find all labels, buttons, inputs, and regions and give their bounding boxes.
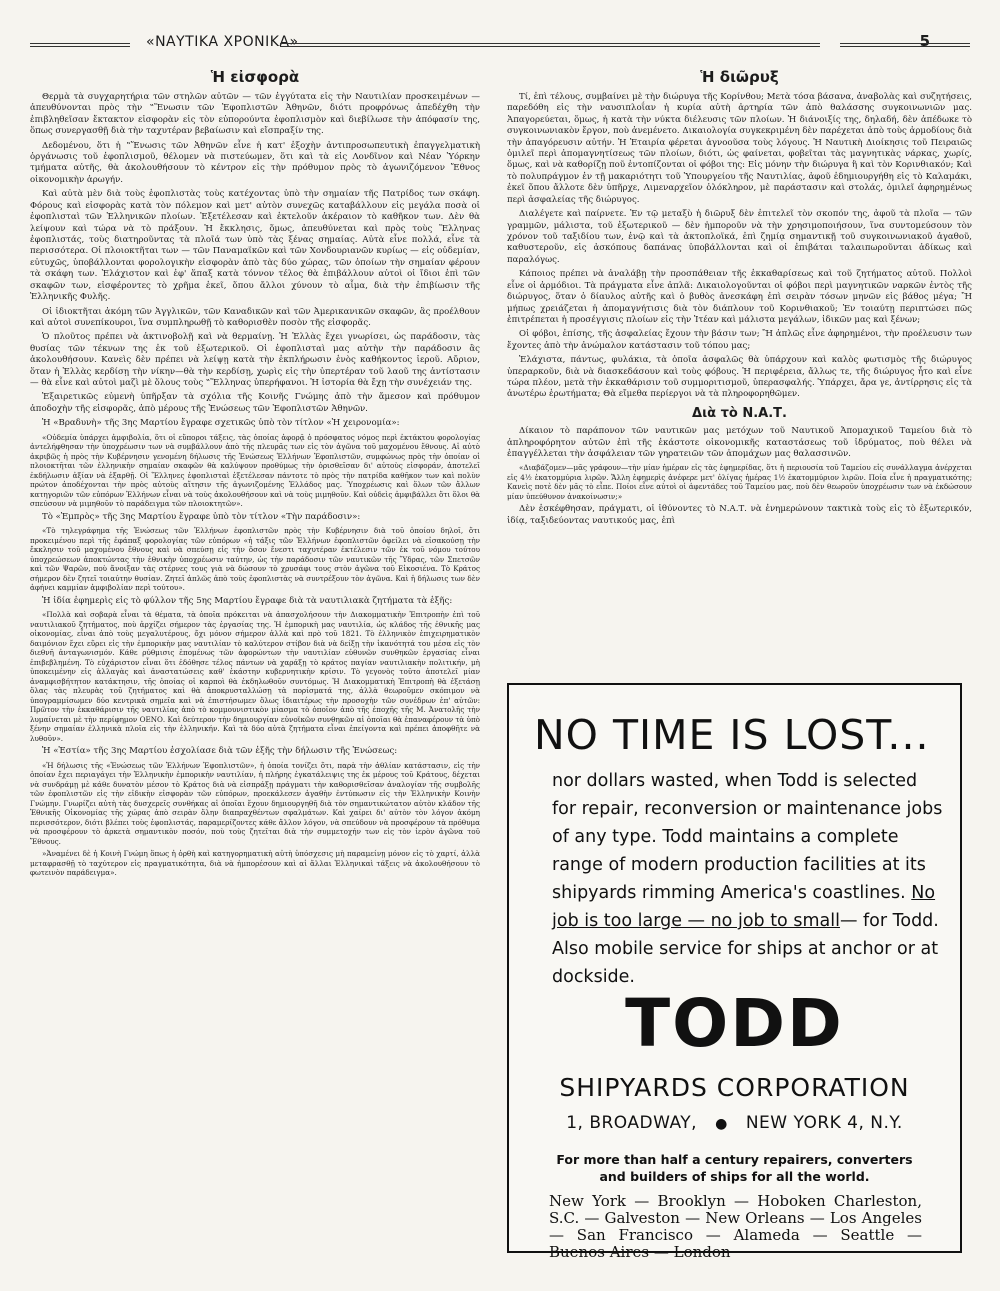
masthead-rule-left xyxy=(30,43,130,47)
masthead xyxy=(30,30,970,60)
article-paragraph: Θερμὰ τὰ συγχαρητήρια τῶν στηλῶν αὐτῶν — τῶν ἐγγύτατα εἰς τὴν Ναυτιλίαν προσκειμένων — ἀπευθύνονται πρὸς τὴν ‟Ἕνωσιν τῶν Ἐφοπλιστῶν Ἀθηνῶν, διότι προφρόνως ἀπεδέχθη τὴν ἐπιβληθεῖσαν ἔκτακτον εἰσφορὰν εἰς τὸν εὐπορούντα ἐφοπλισμὸν καὶ διεβίλωσε τὴν ἀπόφασίν της, ὅπως συνεργασθῇ διὰ τὴν ταχυτέραν βεβαίωσιν καὶ εἴσπραξίν της. xyxy=(30,91,480,137)
masthead-rule-middle xyxy=(280,43,820,47)
quote-estia-continued: »Ἀναμένει δὲ ἡ Κοινὴ Γνώμη ὅπως ἡ ὀρθὴ καὶ κατηγορηματικὴ αὐτὴ ὑπόσχεσις μὴ παραμείνῃ μόνον εἰς τὸ χαρτί, ἀλλὰ μεταφρασθῇ τὸ ταχύτερον εἰς πραγματικότητα, διὰ νὰ ἠμπορέσουν καὶ αἱ ἄλλαι Ἑλληνικαὶ τάξεις νὰ ἀκολουθήσουν τὸ φωτεινὸν παράδειγμα». xyxy=(30,849,480,878)
article-paragraph: Ἡ ἰδία ἐφημερὶς εἰς τὸ φύλλον τῆς 5ης Μαρτίου ἔγραφε διὰ τὰ ναυτιλιακὰ ζητήματα τὰ ἑξῆς: xyxy=(42,595,453,606)
bullet-icon: ● xyxy=(715,1116,728,1132)
masthead-rule-right xyxy=(840,43,970,47)
ad-body-text-end: — for Todd. Also mobile service for ships at anchor or at dockside. xyxy=(552,911,939,987)
article-heading-canal: Ἡ διῶρυξ xyxy=(700,68,779,86)
article-paragraph: Δεδομένου, ὅτι ἡ ‟Ἕνωσις τῶν Ἀθηνῶν εἶνε ἡ κατ' ἐξοχὴν ἀντιπροσωπευτικὴ ἐπαγγελματικὴ ὀργάνωσις τοῦ ἐφοπλισμοῦ, θέλομεν νὰ πιστεύωμεν, ὅτι καὶ τὰ εἰς Λονδῖνον καὶ Νέαν Ὑόρκην τμήματα αὐτῆς, θὰ ἀκολουθήσουν τὸ κέντρον εἰς τὴν πρόθυμον πρὸς τὸ ἀγωνιζόμενον Ἔθνος οἰκονομικὴν ἀρωγήν. xyxy=(30,140,480,185)
article-paragraph: Τί, ἐπὶ τέλους, συμβαίνει μὲ τὴν διώρυγα τῆς Κορίνθου; Μετὰ τόσα βάσανα, ἀναβολὰς καὶ συζητήσεις, παρεδόθη εἰς τὴν ναυσιπλοΐαν ἡ κυρία αὐτὴ ἀρτηρία τῶν ἀπὸ θαλάσσης συγκοινωνιῶν μας. Ἀπαγορεύεται, ὅμως, ἡ κατὰ τὴν νύκτα διέλευσις τῶν πλοίων. Ἡ διάνοιξίς της, δηλαδή, δὲν ἀπέδωκε τὸ συγκοινωνιακὸν ἔργον, ποὺ ἀνεμένετο. Δικαιολογία συγκεκριμένη δὲν παρέχεται ἀπὸ τοὺς ἁρμοδίους διὰ τὴν ἀπαγόρευσιν αὐτήν. Ἡ Ἑταιρία φέρεται ἀγνοοῦσα τοὺς λόγους. Ἡ Ναυτικὴ Διοίκησις τοῦ Πειραιῶς ὁμιλεῖ περὶ ἀπομαγνητίσεως τῶν πλοίων, διότι, ὡς φαίνεται, φοβεῖται τὰς μαγνητικὰς νάρκας, χωρίς, ὅμως, καὶ νὰ καθορίζῃ ποῦ ἐντοπίζονται οἱ φόβοι της: Εἰς μόνην τὴν διώρυγα ἢ καὶ τὸν Κορινθιακόν; Καὶ τὸ πολυπράγμον ἐν τῇ μακαριότητι τοῦ Ὑπουργείου τῆς Ναυτιλίας, ἀφοῦ ἐδημιουργήθη εἰς τὸ Καλαμάκι, ἐκεῖ ὅπου ἄλλοτε δὲν ὑπῆρχε, Λιμεναρχεῖον ὁλόκληρον, μὲ παράστασιν καὶ στολάς, ὁμιλεῖ ἀφηρημένως περὶ ἀσφαλείας τῆς διώρυγος. xyxy=(507,91,972,205)
article-paragraph: Ἐλάχιστα, πάντως, φυλάκια, τὰ ὁποῖα ἀσφαλῶς θὰ ὑπάρχουν καὶ καλὸς φωτισμὸς τῆς διώρυγος ὑπεραρκοῦν, διὰ νὰ διασκεδάσουν καὶ τοὺς φόβους. Ἡ περιφέρεια, ἄλλως τε, τῆς διώρυγος ἦτο καὶ εἶνε τώρα πλέον, μετὰ τὴν ἐκκαθάρισιν τοῦ συμμοριτισμοῦ, ὑπερασφαλής. Ὑπάρχει, ἄρα γε, ἀντίρρησις εἰς τὰ ἀνωτέρω ἐρωτήματα; Θὰ εἴμεθα περίεργοι νὰ τὰ πληροφορηθῶμεν. xyxy=(507,355,972,400)
ad-body-text: nor dollars wasted, when Todd is selected for repair, reconversion or maintenance jobs of any type. Todd maintains a complete range of modern production facilities at its shipyards rimming America's coastlines. xyxy=(552,771,943,903)
article-paragraph: Ὁ πλοῦτος πρέπει νὰ ἀκτινοβολῇ καὶ νὰ θερμαίνῃ. Ἡ Ἑλλὰς ἔχει γνωρίσει, ὡς παράδοσιν, τὰς θυσίας τῶν τέκνων της ἐκ τοῦ ἐξωτερικοῦ. Οἱ ἐφοπλισταὶ μας αὐτὴν τὴν παράδοσιν ἂς ἀκολουθήσουν. Κανεὶς δὲν πρέπει νὰ λείψῃ κατὰ τὴν ἐκπλήρωσιν ἑνὸς καθήκοντος ἱεροῦ. Αὔριον, ὅταν ἡ Ἑλλὰς κερδίσῃ τὴν νίκην—θὰ τὴν κερδίσῃ, χωρὶς εἰς τὴν ὑπερτέραν τοῦ λαοῦ της ἀντίστασιν — θὰ εἶνε καὶ αὐτοὶ μαζὶ μὲ ὅλους τοὺς ‟Ἕλληνας ὑπερήφανοι. Ἡ ἱστορία θὰ ἔχῃ τὴν συνέχειάν της. xyxy=(30,332,480,389)
ad-city-list: New York — Brooklyn — Hoboken Charleston, S.C. — Galveston — New Orleans — Los Angeles — San Francisco — Alameda — Seattle — Buenos Aires — London xyxy=(549,1192,922,1261)
quote-vradyni: «Οὐδεμία ὑπάρχει ἀμφιβολία, ὅτι οἱ εὔποροι τάξεις, τὰς ὁποίας ἀφορᾷ ὁ πρόσφατος νόμος περὶ ἐκτάκτου φορολογίας ἀντελήφθησαν τὴν ὑποχρέωσιν των νὰ συμβάλλουν ἀπὸ τῆς πλευρᾶς των εἰς τὸν ἀγῶνα τοῦ μαχομένου ἔθνους. Αἱ αὐτὸ ἀκριβῶς ἡ πρὸς τὴν Κυβέρνησιν γενομένη δήλωσις τῆς Ἑνώσεως Ἑλλήνων Ἐφοπλιστῶν, συμφώνως πρὸς τὴν ὁποίαν οἱ πλοιοκτῆται τῶν ἑλληνικὴν σημαίαν σκαφῶν θὰ καλύψουν προθύμως τὴν ὁρισθεῖσαν δι' αὐτοὺς εἰσφοράν, ἀποτελεῖ ἐκδήλωσιν ἀξίαν νὰ ἐξαρθῇ. Οἱ Ἕλληνες ἐφοπλισταὶ ἐξετέλεσαν πάντοτε τὸ πρὸς τὴν πατρίδα καθῆκον των καὶ πολὺν πρώτον ἀποδέχονται τὴν πρὸς αὐτοὺς αἴτησιν τῆς ἀγωνιζομένης Ἑλλάδος μας. Ὑποχρέωσις καὶ ὅλων τῶν ἄλλων κατηγοριῶν τῶν εὐπόρων Ἑλλήνων εἶναι νὰ τοὺς ἀκολουθήσουν καὶ νὰ τοὺς μιμηθοῦν. Καὶ οὐδεὶς ἀμφιβάλλει ὅτι ὅλοι θὰ σπεύσουν νὰ μιμηθοῦν τὸ παράδειγμα τῶν πλοιοκτητῶν». xyxy=(30,432,480,509)
quote-empros: «Τὸ τηλεγράφημα τῆς Ἑνώσεως τῶν Ἑλλήνων ἐφοπλιστῶν πρὸς τὴν Κυβέρνησιν διὰ τοῦ ὁποίου δηλοῖ, ὅτι προκειμένου περὶ τῆς ἐφάπαξ φορολογίας τῶν εὐπόρων «ἡ τάξις τῶν Ἑλλήνων ἐφοπλιστῶν ὀφείλει νὰ εἰσακούσῃ τὴν ἔκκλησιν τοῦ μαχομένου ἔθνους καὶ νὰ σπεύσῃ εἰς τὴν ὅσον ἔνεστι ταχυτέραν ἐκτέλεσιν τῶν ἐκ τοῦ νόμου τούτου ὑποχρεώσεων ἀποκτώντας τὴν ἐθνικὴν ὑποχρέωσιν ταύτην, ὡς τὴν παράδοσιν τῶν ναυτικῶν τῆς Ὕδρας, τῶν Σπετσῶν καὶ τῶν Ψαρῶν, ποὺ ἄνοιξαν τὰς στέρνες τους γιὰ νὰ δώσουν τὸ χρυσάφι τους στὸν ἀγῶνα τοῦ Εἰκοσιένα. Τὸ Κράτος σήμερον δὲν ζητεῖ τοιαύτην θυσίαν. Ζητεῖ ἁπλῶς ἀπὸ τοὺς ἐφοπλιστὰς νὰ συντρέξουν τὸν ἀγῶνα. Καὶ ἡ δήλωσις των δὲν ἀφήνει καμμίαν ἀμφιβολίαν περὶ τούτου». xyxy=(30,526,480,593)
article-paragraph: Διαλέγετε καὶ παίρνετε. Ἐν τῷ μεταξὺ ἡ διῶρυξ δὲν ἐπιτελεῖ τὸν σκοπόν της, ἀφοῦ τὰ πλοῖα — τῶν γραμμῶν, μάλιστα, τοῦ ἐξωτερικοῦ — δὲν ἠμποροῦν νὰ τὴν χρησιμοποιήσουν, ἵνα συντομεύσουν τὸν χρόνον τοῦ ταξιδίου των, ἐνῷ καὶ τὰ ἀκτοπλοϊκά, ἐπὶ ζημίᾳ σημαντικῇ τοῦ συγκοινωνιακοῦ ἀγαθοῦ, καθυστεροῦν, εἰς ἀσκόπους δαπάνας ὑποβάλλονται καὶ οἱ ἐπιβάται ταλαιπωροῦνται ἀδίκως καὶ παραλόγως. xyxy=(507,209,972,265)
quote-estia: «Ἡ δήλωσις τῆς «Ἑνώσεως τῶν Ἑλλήνων Ἐφοπλιστῶν», ἡ ὁποία τονίζει ὅτι, παρὰ τὴν ἀθλίαν κατάστασιν, εἰς τὴν ὁποίαν ἔχει περιαγάγει τὴν Ἑλληνικὴν ἐμπορικὴν ναυτιλίαν, ἡ πλήρης ἐγκατάλειψις της ἐκ μέρους τοῦ Κράτους, δέχεται νὰ συνδράμῃ μὲ κάθε δυνατὸν μέσον τὸ Κράτος διὰ νὰ εἰσπράξῃ πράγματι τὴν καθορισθεῖσαν ἀναλογίαν τῆς συμβολῆς τῶν ἐφοπλιστῶν εἰς τὴν εἰδικὴν εἰσφορὰν τῶν εὐπόρων, προεκάλεσεν ἀγαθὴν ἐντύπωσιν εἰς τὴν Ἑλληνικὴν Κοινὴν Γνώμην. Γνωρίζει αὐτὴ τὰς δυσχερεῖς συνθήκας αἱ ὁποῖαι ἔχουν δημιουργηθῆ διὰ τὸν σημαντικώτατον αὐτὸν κλάδον τῆς Ἐθνικῆς Οἰκονομίας τῆς χώρας ἀπὸ σειρὰν ὅλην διαπραχθέντων σφαλμάτων. Καὶ χαίρει δι' αὐτὸν τὸν λόγον ἀκόμη περισσότερον, διότι βλέπει τοὺς ἐφοπλιστάς, παραμερίζοντες κάθε ἄλλον λόγον, νὰ σπεύδουν νὰ προσφέρουν τὰ πρόθυμα νὰ προσφέρουν τὸ ἀρκετὰ σημαντικὸν ποσόν, ποὺ τοὺς ζητεῖται διὰ τὴν συμμετοχήν των εἰς τὸν ἱερὸν ἀγῶνα τοῦ Ἔθνους. xyxy=(30,760,480,846)
quote-sailors: «Διαβάζομεν—μᾶς γράφουν—τὴν μίαν ἡμέραν εἰς τὰς ἐφημερίδας, ὅτι ἡ περιουσία τοῦ Ταμείου εἰς συνάλλαγμα ἀνέρχεται εἰς 4½ ἑκατομμύρια λιρῶν. Ἄλλη ἐφημερὶς ἀνέφερε μετ' ὀλίγας ἡμέρας 1½ ἑκατομμύριον λιρῶν. Ποία εἶνε ἡ πραγματικότης; Κανεὶς ποτὲ δὲν μᾶς τὸ εἶπε. Ποίοι εἶνε αὐτοὶ οἱ ἀφεντάδες τοῦ Ταμείου μας, ποὺ δὲν θεωροῦν ὑποχρέωσιν των νὰ ἐκδώσουν μίαν ὑπεύθυνον ἀνακοίνωσιν;» xyxy=(507,463,972,501)
quote-empros-shipping: «Πολλὰ καὶ σοβαρὰ εἶναι τὰ θέματα, τὰ ὁποῖα πρόκειται νὰ ἀπασχολήσουν τὴν Διακομματικὴν Ἐπιτροπὴν ἐπὶ τοῦ ναυτιλιακοῦ ζητήματος, ποὺ ἀρχίζει σήμερον τὰς ἐργασίας της. Ἡ ἐμπορικὴ μας ναυτιλία, ὡς κλάδος τῆς ἐθνικῆς μας οἰκονομίας, εἶναι ἀπὸ τοὺς μεγαλυτέρους, ὄχι μόνον σήμερον ἀλλὰ καὶ πρὸ τοῦ 1821. Τὸ ἑλληνικὸν ἐπιχειρηματικὸν δαιμόνιον ἔχει εὕρει εἰς τὴν ἐμπορικὴν μας ναυτιλίαν τὸ καλύτερον στίβον διὰ νὰ δείξῃ τὴν ἱκανότητά του μέσα εἰς τὸν διεθνῆ ἀνταγωνισμόν. Κάθε ρύθμισις ἑπομένως τῶν ἀφορώντων τὴν ναυτιλίαν εὐθυνῶν συνθηκῶν ἐργασίας εἶναι ἐπιβεβλημένη. Τὸ εὐχάριστον εἶναι ὅτι ἐδόθησε τέλος πάντων νὰ χαράξῃ τὸ κράτος παγίαν ναυτιλιακὴν πολιτικήν, μὴ ὑποκειμένην εἰς ἀλλαγὰς καὶ ἀναστατώσεις καθ' ἑκάστην κυβερνητικὴν κρίσιν. Τὸ γεγονὸς τοῦτο ἀποτελεῖ μίαν ἀναμφισβήτητον κατάκτησιν, τῆς ὁποίας οἱ καρποὶ θὰ ἐκδηλωθοῦν συντόμως. Ἡ Διακομματικὴ Ἐπιτροπὴ θὰ ἐξετάσῃ ὅλας τὰς πλευρὰς τοῦ ζητήματος καὶ θὰ ἀποκρυσταλλώσῃ τὰ πορίσματά της, ἀλλὰ θεωροῦμεν σκόπιμον νὰ ὑπογραμμίσωμεν δύο κεντρικὰ σημεῖα καὶ νὰ ἐπιστήσωμεν ὅλως ἰδιαιτέρως τὴν προσοχὴν τῶν συνέδρων ἐπ' αὐτῶν: Πρῶτον τὴν ἐκκαθάρισιν τῆς ναυτιλίας ἀπὸ τὸ κομμουνιστικὸν μίασμα τὸ ὁποῖον ἀπὸ τῆς ἐποχῆς τῆς Μ. Ἀνατολῆς τὴν λυμαίνεται μὲ τὴν περίφημον ΟΕΝΟ. Καὶ δεύτερον τὴν δημιουργίαν εὐνοϊκῶν συνθηκῶν αἱ ὁποῖαι θὰ ἐπαναφέρουν τὰ ὑπὸ ξένην σημαίαν ἑλληνικὰ πλοῖα εἰς τὴν ἑλληνικήν. Καὶ τὰ δύο αὐτὰ ζητήματα εἶναι ἐπείγοντα καὶ πρέπει ἀποφθῆτε νὰ λυθοῦν». xyxy=(30,610,480,743)
ad-address-street: 1, BROADWAY, xyxy=(566,1113,698,1133)
article-paragraph: Δίκαιον τὸ παράπονον τῶν ναυτικῶν μας μετόχων τοῦ Ναυτικοῦ Ἀπομαχικοῦ Ταμείου διὰ τὸ ἀπληροφόρητον αὐτῶν ἐπὶ τῆς ἑκάστοτε οἰκονομικῆς καταστάσεως τοῦ ἱδρύματος, ποὺ θέλει νὰ ἐπαγγέλλεται τὴν ἀσφάλειαν τῶν γηρατειῶν τῶν ἀπομάχων μας θαλασσινῶν. xyxy=(507,426,972,460)
ad-address-city: NEW YORK 4, N.Y. xyxy=(745,1113,903,1133)
ad-body-copy xyxy=(552,767,944,991)
left-column-article xyxy=(30,68,480,1263)
article-paragraph: Ἐξαιρετικῶς εὐμενὴ ὑπῆρξαν τὰ σχόλια τῆς Κοινῆς Γνώμης ἀπὸ τὴν ἄμεσον καὶ πρόθυμον ἀποδοχὴν τῆς εἰσφορᾶς, ἀπὸ μέρους τῆς Ἑνώσεως τῶν Ἐφοπλιστῶν Ἀθηνῶν. xyxy=(30,392,480,414)
article-heading-contribution: Ἡ εἰσφορὰ xyxy=(210,68,300,86)
article-heading-nat: Διὰ τὸ Ν.Α.Τ. xyxy=(692,405,787,421)
article-paragraph: Κάποιος πρέπει νὰ ἀναλάβῃ τὴν προσπάθειαν τῆς ἐκκαθαρίσεως καὶ τοῦ ζητήματος αὐτοῦ. Πολλοὶ εἶνε οἱ ἁρμόδιοι. Τὰ πράγματα εἶνε ἁπλᾶ: Δικαιολογοῦνται οἱ φόβοι περὶ μαγνητικῶν ναρκῶν ἐντὸς τῆς διώρυγος, ὅταν ὁ δίαυλος αὐτῆς καὶ ὁ βυθὸς ἀνεσκάφη ἐπὶ σειρὰν τόσων μηνῶν εἰς βάθος μέγα; Ἢ μήπως χρειάζεται ἡ ἀπομαγνήτισις διὰ τὸν διάπλουν τοῦ Κορινθιακοῦ; Ἐν τοιαύτῃ περιπτώσει πῶς ἐπιτρέπεται ἡ προσέγγισις πλοίων εἰς τὴν Ἰτέαν καὶ μάλιστα μεγάλων, ἰδικῶν μας καὶ ξένων; xyxy=(507,269,972,325)
todd-advertisement xyxy=(507,683,962,1261)
ad-body-underlined: No job is too large — no job to small xyxy=(552,883,936,931)
article-paragraph: Δὲν ἐσκέφθησαν, πράγματι, οἱ ἰθύνοντες τὸ Ν.Α.Τ. νὰ ἐνημερώνουν τακτικὰ τοὺς εἰς τὸ ἐξωτερικόν, ἰδίᾳ, ταξιδεύοντας ναυτικούς μας, ἐπὶ xyxy=(507,504,972,526)
masthead-title: «ΝΑΥΤΙΚΑ ΧΡΟΝΙΚΑ» xyxy=(140,34,305,50)
article-paragraph: Οἱ φόβοι, ἐπίσης, τῆς ἀσφαλείας ἔχουν τὴν βάσιν των; Ἢ ἁπλῶς εἶνε ἀφηρημένοι, τὴν προέλευσιν των ἔχοντες ἀπὸ τὴν ἀνώμαλον κατάστασιν τοῦ τόπου μας; xyxy=(507,329,972,351)
page-number: 5 xyxy=(919,32,930,50)
ad-address xyxy=(509,1113,960,1133)
article-paragraph: Ἡ «Ἑστία» τῆς 3ης Μαρτίου ἐσχολίασε διὰ τῶν ἑξῆς τὴν δήλωσιν τῆς Ἑνώσεως: xyxy=(42,746,398,757)
ad-brand-logo: TODD xyxy=(625,985,844,1062)
ad-corporation: SHIPYARDS CORPORATION xyxy=(559,1073,910,1102)
article-paragraph: Τὸ «Ἐμπρὸς» τῆς 3ης Μαρτίου ἔγραφε ὑπὸ τὸν τίτλον «Τὴν παράδοσιν»: xyxy=(42,511,361,522)
article-paragraph: Οἱ ἰδιοκτῆται ἀκόμη τῶν Ἀγγλικῶν, τῶν Καναδικῶν καὶ τῶν Ἀμερικανικῶν σκαφῶν, ἂς προέλθουν καὶ αὐτοὶ συνεπίκουροι, ἵνα συμπληρωθῇ τὸ καθορισθὲν ποσὸν τῆς εἰσφορᾶς. xyxy=(30,306,480,328)
ad-headline: NO TIME IS LOST... xyxy=(534,711,930,759)
article-paragraph: Καὶ αὐτὰ μὲν διὰ τοὺς ἐφοπλιστὰς τοὺς κατέχοντας ὑπὸ τὴν σημαίαν τῆς Πατρίδος των σκάφη. Φόρους καὶ εἰσφορὰς κατὰ τὸν πόλεμον καὶ μετ' αὐτὸν συνεχῶς καταβάλλουν εἰς μεγάλα ποσὰ οἱ ἐφοπλισταὶ τῶν Ἑλληνικῶν πλοίων. Ἐξετέλεσαν καὶ ἐκτελοῦν ἀκέραιον τὸ καθῆκον των. Δὲν θὰ λείψουν καὶ τώρα νὰ τὸ πράξουν. Ἡ ἔκκλησις, ὅμως, ἀπευθύνεται καὶ πρὸς τοὺς Ἕλληνας ἐφοπλιστάς, τοὺς διατηροῦντας τὰ πλοῖά των ὑπὸ τὰς ξένας σημαίας. Αὐτὰ εἶνε πολλά, εἶνε τὰ περισσότερα. Οἱ πλοιοκτῆται των — τῶν Παναμαϊκῶν καὶ τῶν Χονδουριανῶν κυρίως — εἰς οὐδεμίαν, εὐτυχῶς, ὑποβάλλονται φορολογικὴν εἰσφορὰν ἀπὸ τὰς δύο χώρας, τῶν ὁποίων τὴν σημαίαν φέρουν τὰ σκάφη των. Ἐλάχιστον καὶ ἐφ' ἅπαξ κατὰ τόννον τέλος θὰ ἐπιβάλλουν αὐτοὶ οἱ ἴδιοι ἐπὶ τῶν σκαφῶν των, εἰσφέροντες τὸ χρῆμα ἐκεῖ, ὅπου ἄλλοι χύνουν τὸ αἷμα, διὰ τὴν ἐπιβίωσιν τῆς Ἑλληνικῆς Φυλῆς. xyxy=(30,189,480,303)
right-column-articles xyxy=(507,68,972,678)
ad-tagline: For more than half a century repairers, converters and builders of ships for all the world. xyxy=(556,1152,913,1184)
article-paragraph: Ἡ «Βραδυνὴ» τῆς 3ης Μαρτίου ἔγραφε σχετικῶς ὑπὸ τὸν τίτλον «Ἡ χειρονομία»: xyxy=(42,418,400,429)
